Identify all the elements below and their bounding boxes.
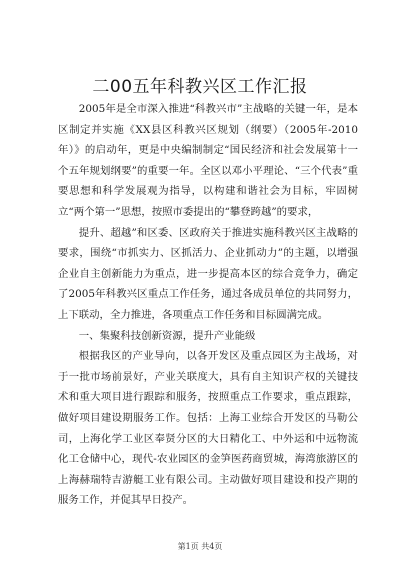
page-number: 第1页 共4页: [177, 542, 223, 551]
section-heading: 一、集聚科技创新资源，提升产业能级: [78, 329, 256, 342]
document-title: 二00五年科教兴区工作汇报: [92, 77, 308, 97]
paragraph: 2005年是全市深入推进“科教兴市”主战略的关键一年，是本区制定并实施《XX县区科教兴区规划（纲要）（2005年-2010年）》的启动年，更是中央编制制定“国民经济和社会发展第十一个五年规划纲要”的重要一年。全区以邓小平理论、“三个代表”重要思想和科学发展观为指导，以构建和谐社会为目标，牢固树立“两个第一”思想，按照市委提出的“攀登跨越”的要求，: [58, 103, 358, 218]
document-body: [58, 99, 358, 511]
paragraph: 根据我区的产业导向，以各开发区及重点园区为主战场，对于一批市场前景好，产业关联度大，具有自主知识产权的关键技术和重大项目进行跟踪和服务，按照重点工作要求，重点跟踪，做好项目建设期服务工作。包括：上海工业综合开发区的马勒公司，上海化学工业区奉贤分区的大日精化工、中外运和中远物流化工仓储中心，现代-农业园区的金笋医药商贸城，海湾旅游区的上海赫瑞特吉游艇工业有限公司。主动做好项目建设和投产期的服务工作，并促其早日投产。: [58, 350, 358, 507]
paragraph: 提升、超越”和区委、区政府关于推进实施科教兴区主战略的要求，围绕“市抓实力、区抓活力、企业抓动力”的主题，以增强企业自主创新能力为重点，进一步提高本区的综合竞争力，确定了2005年科教兴区重点工作任务，通过各成员单位的共同努力，上下联动，全力推进，各项重点工作任务和目标圆满完成。: [58, 226, 358, 321]
